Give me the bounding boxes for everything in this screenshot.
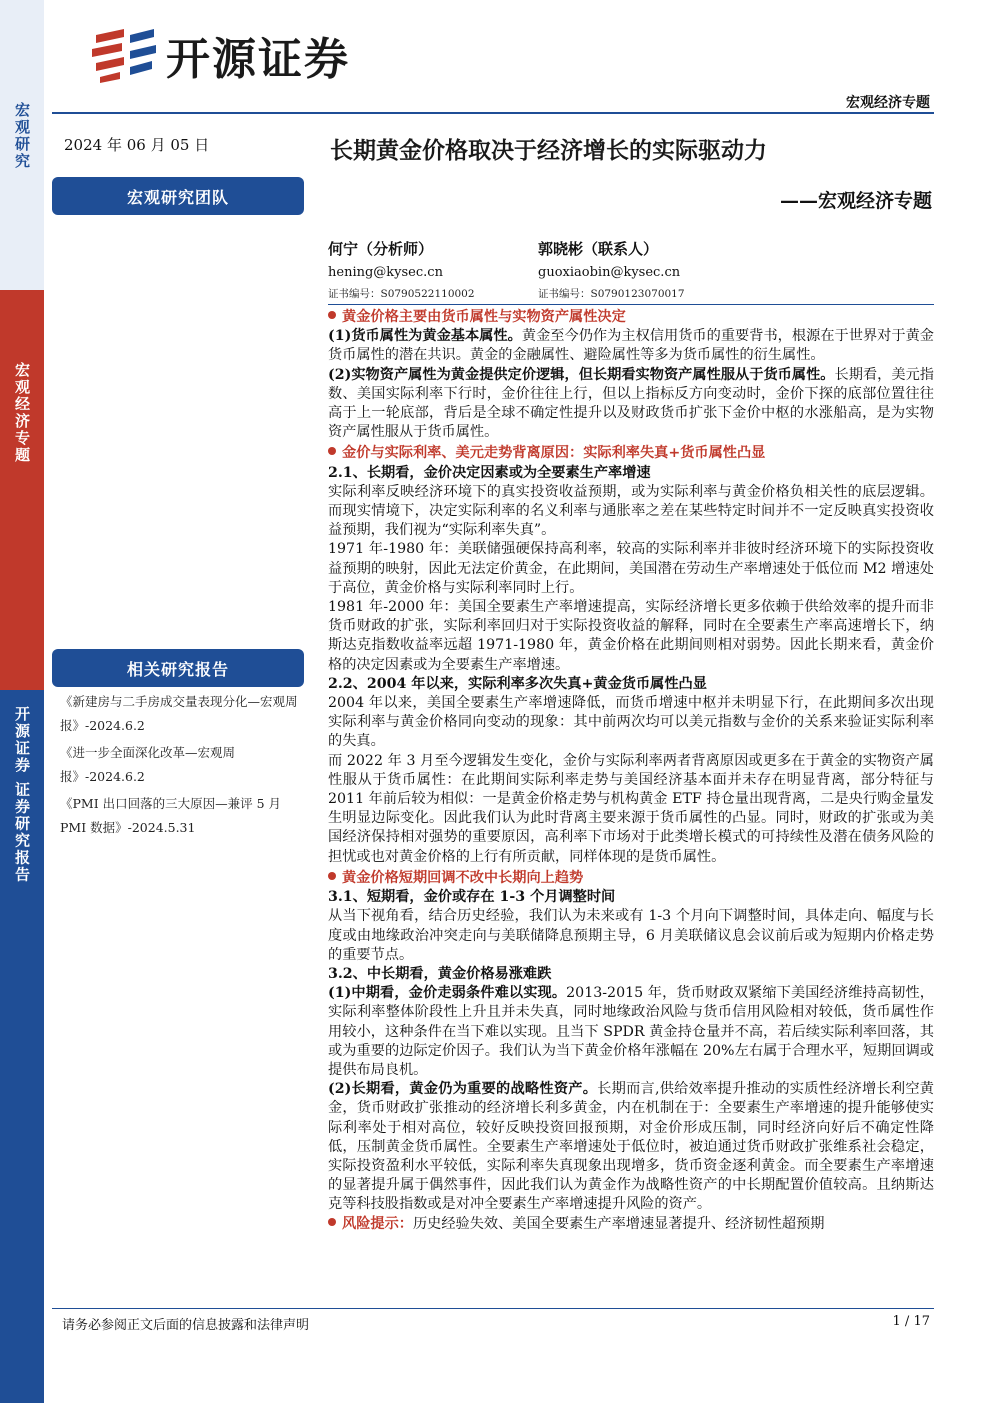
bullet-dot-icon [328,447,336,455]
report-summary [328,308,934,1234]
section-heading-text: 黄金价格短期回调不改中长期向上趋势 [342,869,584,886]
paragraph-text: 黄金至今仍作为主权信用货币的重要背书，根源在于世界对于黄金货币属性的潜在共识。黄金的金融属性、避险属性等多为货币属性的衍生属性。 [328,328,934,364]
side-strip [0,0,44,1403]
paragraph: 从当下视角看，结合历史经验，我们认为未来或有 1-3 个月向下调整时间，具体走向、幅度与长度或由地缘政治冲突走向与美联储降息预期主导，6 月美联储议息会议前后或为短期内价格走势的重要节点。 [328,908,934,963]
analyst-divider [328,304,934,305]
header-tag: 宏观经济专题 [846,95,930,111]
side-tab-label: 宏观经济专题 [13,362,31,464]
paragraph-lead: (1)货币属性为黄金基本属性。 [328,328,522,345]
bullet-dot-icon [328,1218,336,1226]
paragraph [328,366,934,443]
footer-disclaimer: 请务必参阅正文后面的信息披露和法律声明 [62,1318,310,1333]
page-number: 1 / 17 [892,1314,930,1329]
logo-mark-icon [90,25,160,85]
related-reports-heading: 相关研究报告 [52,649,304,687]
subsection-heading: 2.2、2004 年以来，实际利率多次失真+黄金货币属性凸显 [328,675,707,692]
team-heading: 宏观研究团队 [52,177,304,215]
section-heading-text: 金价与实际利率、美元走势背离原因：实际利率失真+货币属性凸显 [342,445,766,462]
paragraph: 而 2022 年 3 月至今逻辑发生变化，金价与实际利率两者背离原因或更多在于黄金的实物资产属性服从于货币属性：在此期间实际利率走势与美国经济基本面并未存在明显背离，部分特征与 2011 年前后较为相似：一是黄金价格走势与机构黄金 ETF 持仓量出现背离，二是央行购金量发生明显边际变化。因此我们认为此时背离主要来源于货币属性的凸显。同时，财政的扩张或为美国经济保持相对强势的重要原因，高利率下市场对于此类增长模式的可持续性及潜在债务风险的担忧或也对黄金价格的上行有所贡献，同样体现的是货币属性。 [328,752,934,865]
report-subtitle: ——宏观经济专题 [779,190,932,212]
logo-text: 开源证券 [166,34,350,85]
paragraph-text: 长期而言,供给效率提升推动的实质性经济增长利空黄金，货币财政扩张推动的经济增长利多黄金，内在机制在于：全要素生产率增速的提升能够使实际利率处于相对高位，较好反映投资回报预期，对金价形成压制，同时经济向好后不确定性降低，压制黄金货币属性。全要素生产率增速处于低位时，被迫通过货币财政扩张维系社会稳定，实际投资盈利水平较低，实际利率失真现象出现增多，货币资金逐利黄金。而全要素生产率增速的显著提升属于偶然事件，因此我们认为黄金作为战略性资产的中长期配置价值较高。且纳斯达克等科技股指数或是对冲全要素生产率增速提升风险的资产。 [328,1081,934,1213]
related-report-item[interactable]: 《新建房与二手房成交量表现分化—宏观周报》-2024.6.2 [60,694,298,733]
subsection-heading: 2.1、长期看，金价决定因素或为全要素生产率增速 [328,464,651,481]
side-tab-macro-topic [0,290,44,690]
analyst-email[interactable]: hening@kysec.cn [328,265,443,280]
side-tab-label: 宏观研究 [13,102,31,170]
header-divider [52,112,934,114]
report-date: 2024 年 06 月 05 日 [64,136,210,154]
paragraph [328,327,934,365]
section-heading [328,869,934,888]
paragraph: 1971 年-1980 年：美联储强硬保持高利率，较高的实际利率并非彼时经济环境下的实际投资收益预期的映射，因此无法定价黄金，在此期间，美国潜在劳动生产率增速处于低位而 M2 增速处于高位，黄金价格与实际利率同时上行。 [328,541,934,596]
analyst-cert: 证书编号：S0790522110002 [328,288,475,300]
paragraph [328,984,934,1080]
bullet-dot-icon [328,872,336,880]
paragraph-lead: (2)长期看，黄金仍为重要的战略性资产。 [328,1081,598,1098]
bullet-dot-icon [328,311,336,319]
paragraph: 2004 年以来，美国全要素生产率增速降低，而货币增速中枢并未明显下行，在此期间多次出现实际利率与黄金价格同向变动的现象：其中前两次均可以美元指数与金价的关系来验证实际利率的失真。 [328,695,934,750]
paragraph: 1981 年-2000 年：美国全要素生产率增速提高，实际经济增长更多依赖于供给效率的提升而非货币财政的扩张，实际利率回归对于实际投资收益的解释，同时在全要素生产率高速增长下，纳斯达克指数收益率远超 1971-1980 年，黄金价格在此期间则相对弱势。因此长期来看，黄金价格的决定因素或为全要素生产率增速。 [328,599,934,673]
report-title: 长期黄金价格取决于经济增长的实际驱动力 [330,137,767,164]
subsection-heading: 3.2、中长期看，黄金价格易涨难跌 [328,965,552,982]
section-heading [328,444,934,463]
analyst-name: 郭晓彬（联系人） [538,240,659,258]
side-tab-label: 开源证券 证券研究报告 [13,706,31,884]
analyst-block [328,238,928,304]
analyst-name: 何宁（分析师） [328,240,434,258]
side-tab-macro-research [0,0,44,290]
analyst-card [328,238,475,301]
related-report-item[interactable]: 《进一步全面深化改革—宏观周报》-2024.6.2 [60,745,236,784]
analyst-cert: 证书编号：S0790123070017 [538,288,685,300]
section-heading-text: 黄金价格主要由货币属性与实物资产属性决定 [342,309,626,325]
subsection-heading: 3.1、短期看，金价或存在 1-3 个月调整时间 [328,889,616,906]
analyst-email[interactable]: guoxiaobin@kysec.cn [538,265,681,280]
paragraph-text: 2013-2015 年，货币财政双紧缩下美国经济维持高韧性，实际利率整体阶段性上升且并未失真，同时地缘政治风险与货币信用风险相对较低，货币属性作用较小，这种条件在当下难以实现。且当下 SPDR 黄金持仓量并不高，若后续实际利率回落，其或为重要的边际定价因子。我们认为当下黄金价格年涨幅在 20%左右属于合理水平，短期回调或提供布局良机。 [328,985,934,1078]
related-report-item[interactable]: 《PMI 出口回落的三大原因—兼评 5 月 PMI 数据》-2024.5.31 [60,796,282,835]
risk-lead: 风险提示： [342,1215,413,1232]
paragraph-lead: (2)实物资产属性为黄金提供定价逻辑，但长期看实物资产属性服从于货币属性。 [328,366,835,383]
paragraph-lead: (1)中期看，金价走弱条件难以实现。 [328,985,567,1002]
paragraph [328,1080,934,1214]
section-heading [328,308,934,327]
related-reports-list [60,690,304,843]
company-logo [90,20,350,90]
risk-text: 历史经验失效、美国全要素生产率增速显著提升、经济韧性超预期 [412,1215,825,1232]
side-tab-brand [0,690,44,1403]
footer-divider [52,1308,934,1309]
paragraph-text: 长期看，美元指数、美国实际利率下行时，金价往往上行，但以上指标反方向变动时，金价下探的底部位置往往高于上一轮底部，背后是全球不确定性提升以及财政货币扩张下金价中枢的水涨船高，是为实物资产属性服从于货币属性。 [328,366,934,441]
risk-warning [328,1215,934,1234]
analyst-card [538,238,685,301]
paragraph: 实际利率反映经济环境下的真实投资收益预期，或为实际利率与黄金价格负相关性的底层逻辑。而现实情境下，决定实际利率的名义利率与通胀率之差在某些特定时间并不一定反映真实投资收益预期，我们视为“实际利率失真”。 [328,483,934,539]
